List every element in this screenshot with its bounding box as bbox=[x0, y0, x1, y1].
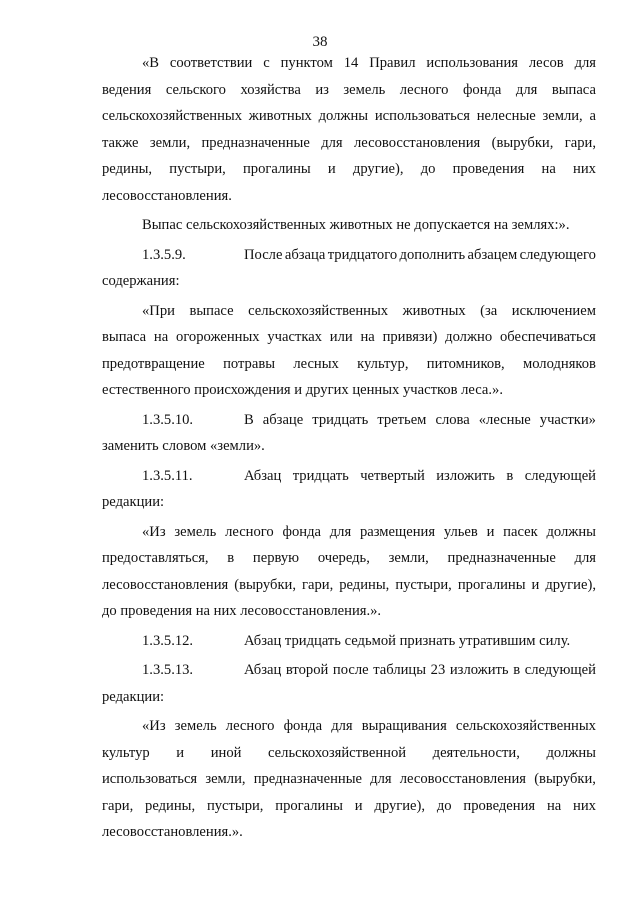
amendment-item bbox=[102, 242, 596, 295]
text-line bbox=[102, 766, 596, 793]
word: после bbox=[332, 662, 369, 678]
text-line bbox=[102, 156, 596, 183]
word: для bbox=[574, 55, 596, 71]
word: до bbox=[436, 797, 452, 814]
word: культур, bbox=[357, 355, 409, 372]
word: гари, bbox=[102, 797, 134, 814]
word: также bbox=[102, 134, 139, 151]
word: для bbox=[321, 134, 343, 151]
word: сельскохозяйственных bbox=[455, 718, 596, 734]
word: на bbox=[546, 797, 562, 814]
word: выпаса bbox=[102, 329, 147, 345]
word: проведения bbox=[452, 161, 525, 177]
word: предназначенные bbox=[201, 134, 310, 151]
word: пасек bbox=[503, 523, 538, 540]
text-line bbox=[102, 324, 596, 351]
text-line bbox=[102, 298, 596, 325]
word: лесов bbox=[528, 55, 564, 71]
item-heading-text bbox=[244, 657, 596, 684]
item-head bbox=[102, 657, 596, 684]
word: «Из bbox=[142, 718, 166, 734]
word: обеспечиваться bbox=[499, 329, 596, 345]
item-heading-text bbox=[244, 463, 596, 490]
amendment-item bbox=[102, 657, 596, 710]
word: размещения bbox=[359, 523, 436, 540]
word: огороженных bbox=[176, 329, 260, 345]
word: до bbox=[420, 161, 436, 177]
paragraph bbox=[102, 50, 596, 209]
word: для bbox=[329, 523, 352, 540]
text-line bbox=[102, 351, 596, 378]
text-line bbox=[102, 713, 596, 740]
word: с bbox=[263, 55, 270, 71]
word: сельскохозяйственных bbox=[102, 108, 243, 124]
amendment-item bbox=[102, 463, 596, 516]
item-number: 1.3.5.10. bbox=[142, 411, 194, 428]
paragraph bbox=[102, 519, 596, 625]
item-number: 1.3.5.11. bbox=[142, 467, 193, 484]
word: «лесные bbox=[478, 411, 531, 428]
word: четвертый bbox=[360, 467, 425, 484]
word: (за bbox=[480, 302, 498, 319]
text-line bbox=[102, 740, 596, 767]
paragraph bbox=[102, 212, 596, 239]
word: деятельности, bbox=[432, 744, 520, 761]
word: следующей bbox=[524, 467, 596, 484]
word: на bbox=[360, 329, 375, 345]
item-heading-text bbox=[244, 242, 596, 269]
word: другие), bbox=[352, 161, 404, 177]
word: прогалины bbox=[457, 576, 526, 593]
item-heading-text bbox=[244, 407, 596, 434]
word: лесовосстановления bbox=[354, 134, 481, 151]
text-line bbox=[102, 77, 596, 104]
word: редины, bbox=[102, 161, 153, 177]
word: следующей bbox=[524, 662, 596, 678]
word: должны bbox=[318, 108, 369, 124]
word: лесного bbox=[399, 81, 449, 98]
word: слова bbox=[435, 411, 470, 428]
text-line: естественного происхождения и других ценных участков леса.». bbox=[102, 382, 503, 398]
word: привязи) bbox=[382, 329, 438, 345]
word: выпаса bbox=[551, 81, 596, 98]
word: земли, bbox=[149, 134, 191, 151]
word: иной bbox=[210, 744, 242, 761]
paragraph bbox=[102, 713, 596, 846]
word: молодняков bbox=[522, 355, 596, 372]
word: питомников, bbox=[426, 355, 505, 372]
word: фонда bbox=[462, 81, 502, 98]
word: предотвращение bbox=[102, 355, 205, 372]
word: и bbox=[327, 161, 336, 177]
word: «В bbox=[142, 55, 160, 71]
word: земель bbox=[174, 718, 217, 734]
item-continuation: редакции: bbox=[102, 688, 165, 705]
amendment-item bbox=[102, 628, 596, 655]
word: них bbox=[573, 161, 596, 177]
word: земли, bbox=[205, 771, 246, 787]
word: использования bbox=[426, 55, 519, 71]
text-line bbox=[102, 572, 596, 599]
word: земли, bbox=[542, 108, 583, 124]
paragraph bbox=[102, 298, 596, 404]
word: лесовосстановления bbox=[399, 771, 527, 787]
word: земли, bbox=[388, 550, 429, 566]
page-number: 38 bbox=[312, 34, 328, 50]
word: тридцатого bbox=[327, 246, 398, 263]
word: для bbox=[370, 771, 392, 787]
word: После bbox=[244, 246, 283, 263]
word: изложить bbox=[436, 467, 495, 484]
item-continuation: содержания: bbox=[102, 273, 180, 289]
word: должны bbox=[546, 744, 596, 761]
word: пунктом bbox=[280, 55, 333, 71]
word: должны bbox=[546, 523, 596, 540]
word: для bbox=[574, 550, 596, 566]
word: сельского bbox=[165, 81, 226, 98]
text-line: лесовосстановления.». bbox=[102, 824, 243, 840]
item-heading-text: Абзац тридцать седьмой признать утратившим силу. bbox=[244, 632, 571, 649]
word: лесного bbox=[225, 718, 275, 734]
word: первую bbox=[252, 550, 300, 566]
word: или bbox=[329, 329, 353, 345]
word: второй bbox=[285, 662, 329, 678]
word: предназначенные bbox=[447, 550, 556, 566]
text-line: до проведения на них лесовосстановления.». bbox=[102, 603, 382, 619]
word: гари, bbox=[564, 134, 596, 151]
item-head bbox=[102, 242, 596, 269]
word: редины, bbox=[339, 576, 390, 593]
word: из bbox=[315, 81, 329, 98]
word: абзаце bbox=[262, 411, 304, 428]
word: «При bbox=[142, 302, 175, 319]
word: должно bbox=[445, 329, 493, 345]
word: Абзац bbox=[244, 662, 282, 678]
word: третьем bbox=[377, 411, 427, 428]
word: гари, bbox=[302, 576, 334, 593]
document-body bbox=[102, 50, 596, 846]
word: на bbox=[541, 161, 556, 177]
word: пустыри, bbox=[169, 161, 226, 177]
word: фонда bbox=[283, 718, 323, 734]
word: абзаца bbox=[284, 246, 326, 263]
word: потравы bbox=[223, 355, 276, 372]
word: ульев bbox=[443, 523, 478, 540]
word: В bbox=[244, 411, 254, 428]
word: для bbox=[515, 81, 538, 98]
amendment-item bbox=[102, 407, 596, 460]
item-number: 1.3.5.12. bbox=[142, 632, 194, 649]
word: хозяйства bbox=[240, 81, 301, 98]
word: участках bbox=[267, 329, 322, 345]
word: Абзац bbox=[244, 467, 282, 484]
text-line bbox=[102, 519, 596, 546]
word: 14 bbox=[343, 55, 359, 71]
word: тридцать bbox=[292, 467, 349, 484]
word: земель bbox=[174, 523, 217, 540]
word: земель bbox=[343, 81, 386, 98]
word: предназначенные bbox=[253, 771, 362, 787]
item-number: 1.3.5.9. bbox=[142, 246, 186, 263]
item-continuation: редакции: bbox=[102, 494, 165, 510]
word: соответствии bbox=[169, 55, 253, 71]
word: ведения bbox=[102, 81, 152, 98]
word: Правил bbox=[369, 55, 416, 71]
word: сельскохозяйственных bbox=[248, 302, 389, 319]
word: лесовосстановления bbox=[102, 576, 229, 593]
word: редины, bbox=[145, 797, 196, 814]
word: и bbox=[354, 797, 363, 814]
item-head bbox=[102, 407, 596, 434]
item-continuation: заменить словом «земли». bbox=[102, 438, 265, 454]
word: (вырубки, bbox=[234, 576, 296, 593]
word: абзацем bbox=[467, 246, 518, 263]
text-line bbox=[102, 793, 596, 820]
word: выпасе bbox=[189, 302, 234, 319]
word: таблицы bbox=[373, 662, 427, 678]
word: очередь, bbox=[317, 550, 370, 566]
word: пустыри, bbox=[206, 797, 264, 814]
word: «Из bbox=[142, 523, 166, 540]
word: фонда bbox=[282, 523, 321, 540]
word: в bbox=[506, 467, 514, 484]
word: для bbox=[331, 718, 353, 734]
word: участки» bbox=[539, 411, 596, 428]
word: пустыри, bbox=[395, 576, 452, 593]
word: нелесные bbox=[476, 108, 536, 124]
word: использоваться bbox=[102, 771, 198, 787]
text-line bbox=[102, 50, 596, 77]
word: и bbox=[531, 576, 540, 593]
word: прогалины bbox=[243, 161, 311, 177]
word: выращивания bbox=[361, 718, 447, 734]
item-head bbox=[102, 463, 596, 490]
word: лесных bbox=[293, 355, 339, 372]
word: использоваться bbox=[374, 108, 470, 124]
word: изложить bbox=[449, 662, 509, 678]
text-line: Выпас сельскохозяйственных животных не допускается на землях:». bbox=[142, 217, 570, 233]
word: другие), bbox=[545, 576, 596, 593]
word: в bbox=[227, 550, 235, 566]
item-number: 1.3.5.13. bbox=[142, 662, 194, 678]
text-line: лесовосстановления. bbox=[102, 187, 232, 204]
word: лесного bbox=[225, 523, 274, 540]
word: исключением bbox=[511, 302, 596, 319]
word: на bbox=[153, 329, 169, 345]
word: культур bbox=[102, 744, 150, 761]
word: 23 bbox=[430, 662, 446, 678]
word: них bbox=[573, 797, 596, 814]
word: животных bbox=[248, 108, 312, 124]
word: другие), bbox=[374, 797, 426, 814]
item-head bbox=[102, 628, 596, 655]
word: и bbox=[486, 523, 495, 540]
word: (вырубки, bbox=[534, 771, 596, 787]
word: в bbox=[513, 662, 521, 678]
word: проведения bbox=[463, 797, 536, 814]
word: (вырубки, bbox=[491, 134, 554, 151]
text-line bbox=[102, 103, 596, 130]
word: прогалины bbox=[275, 797, 343, 814]
word: и bbox=[176, 744, 185, 761]
word: предоставляться, bbox=[102, 550, 209, 566]
word: сельскохозяйственной bbox=[268, 744, 407, 761]
text-line bbox=[102, 545, 596, 572]
word: следующего bbox=[519, 246, 596, 263]
word: дополнить bbox=[399, 246, 466, 263]
word: тридцать bbox=[312, 411, 369, 428]
text-line bbox=[102, 130, 596, 157]
word: животных bbox=[402, 302, 466, 319]
word: а bbox=[589, 108, 596, 124]
